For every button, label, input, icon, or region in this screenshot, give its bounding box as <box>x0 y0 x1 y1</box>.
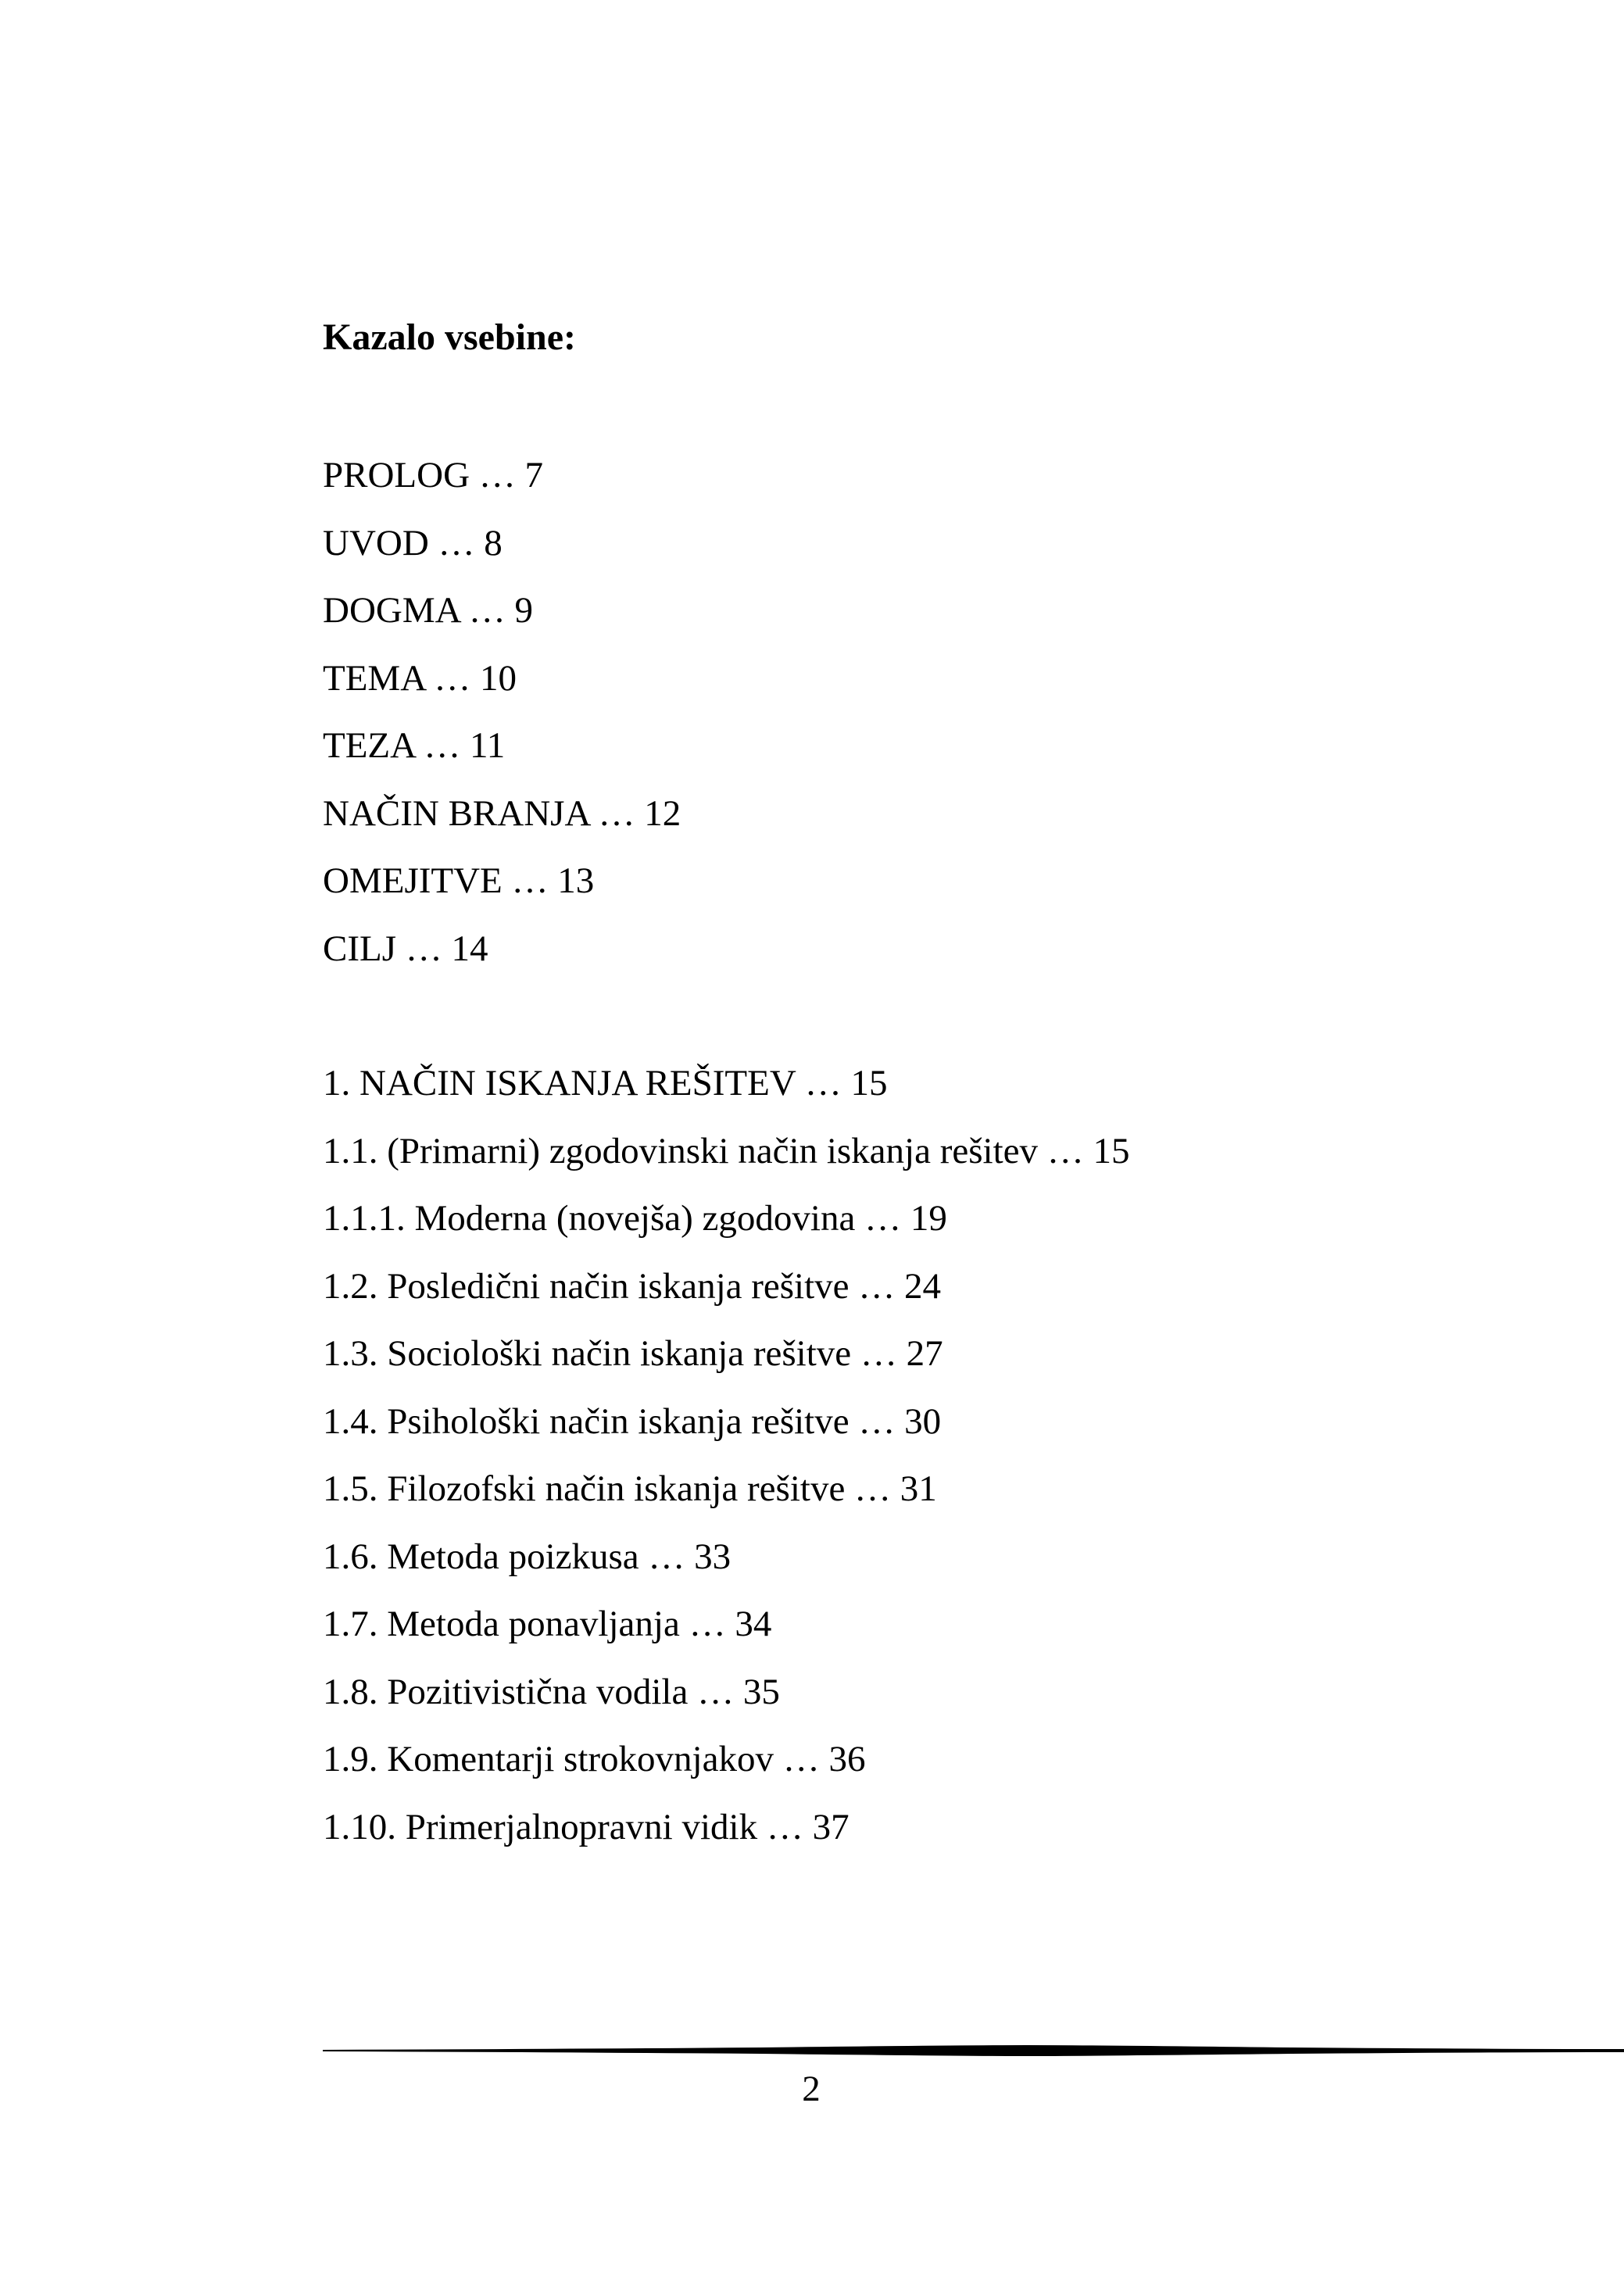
toc-entry-section-1-6: 1.6. Metoda poizkusa … 33 <box>323 1536 732 1577</box>
toc-entry-section-1-4: 1.4. Psihološki način iskanja rešitve … 30 <box>323 1400 942 1442</box>
page-number: 2 <box>802 2069 821 2109</box>
toc-entry-section-1-9: 1.9. Komentarji strokovnjakov … 36 <box>323 1739 866 1779</box>
toc-entry-section-1-7: 1.7. Metoda ponavljanja … 34 <box>323 1604 772 1644</box>
toc-entry-tema: TEMA … 10 <box>323 657 517 699</box>
toc-entry-section-1-10: 1.10. Primerjalnopravni vidik … 37 <box>323 1806 850 1847</box>
toc-entry-nacin-branja: NAČIN BRANJA … 12 <box>323 792 681 834</box>
toc-heading: Kazalo vsebine: <box>323 317 576 358</box>
toc-entry-cilj: CILJ … 14 <box>323 928 488 969</box>
toc-entry-section-1-1: 1.1. (Primarni) zgodovinski način iskanja rešitev … 15 <box>323 1130 1130 1171</box>
toc-entry-section-1-5: 1.5. Filozofski način iskanja rešitve … 31 <box>323 1468 937 1509</box>
toc-entry-section-1-1-1: 1.1.1. Moderna (novejša) zgodovina … 19 <box>323 1198 947 1239</box>
footer-rule <box>323 2045 1624 2056</box>
toc-entry-section-1-8: 1.8. Pozitivistična vodila … 35 <box>323 1671 780 1712</box>
toc-front-matter-list <box>323 457 681 998</box>
toc-entry-section-1-3: 1.3. Sociološki način iskanja rešitve … 27 <box>323 1333 943 1374</box>
toc-entry-prolog: PROLOG … 7 <box>323 455 544 495</box>
toc-entry-section-1-2: 1.2. Posledični način iskanja rešitve … 24 <box>323 1265 942 1307</box>
toc-entry-uvod: UVOD … 8 <box>323 522 503 563</box>
toc-entry-teza: TEZA … 11 <box>323 725 506 766</box>
toc-entry-omejitve: OMEJITVE … 13 <box>323 860 595 901</box>
toc-entry-chapter-1: 1. NAČIN ISKANJA REŠITEV … 15 <box>323 1063 888 1103</box>
toc-entry-dogma: DOGMA … 9 <box>323 590 533 631</box>
toc-chapter-list <box>323 1065 1130 1876</box>
